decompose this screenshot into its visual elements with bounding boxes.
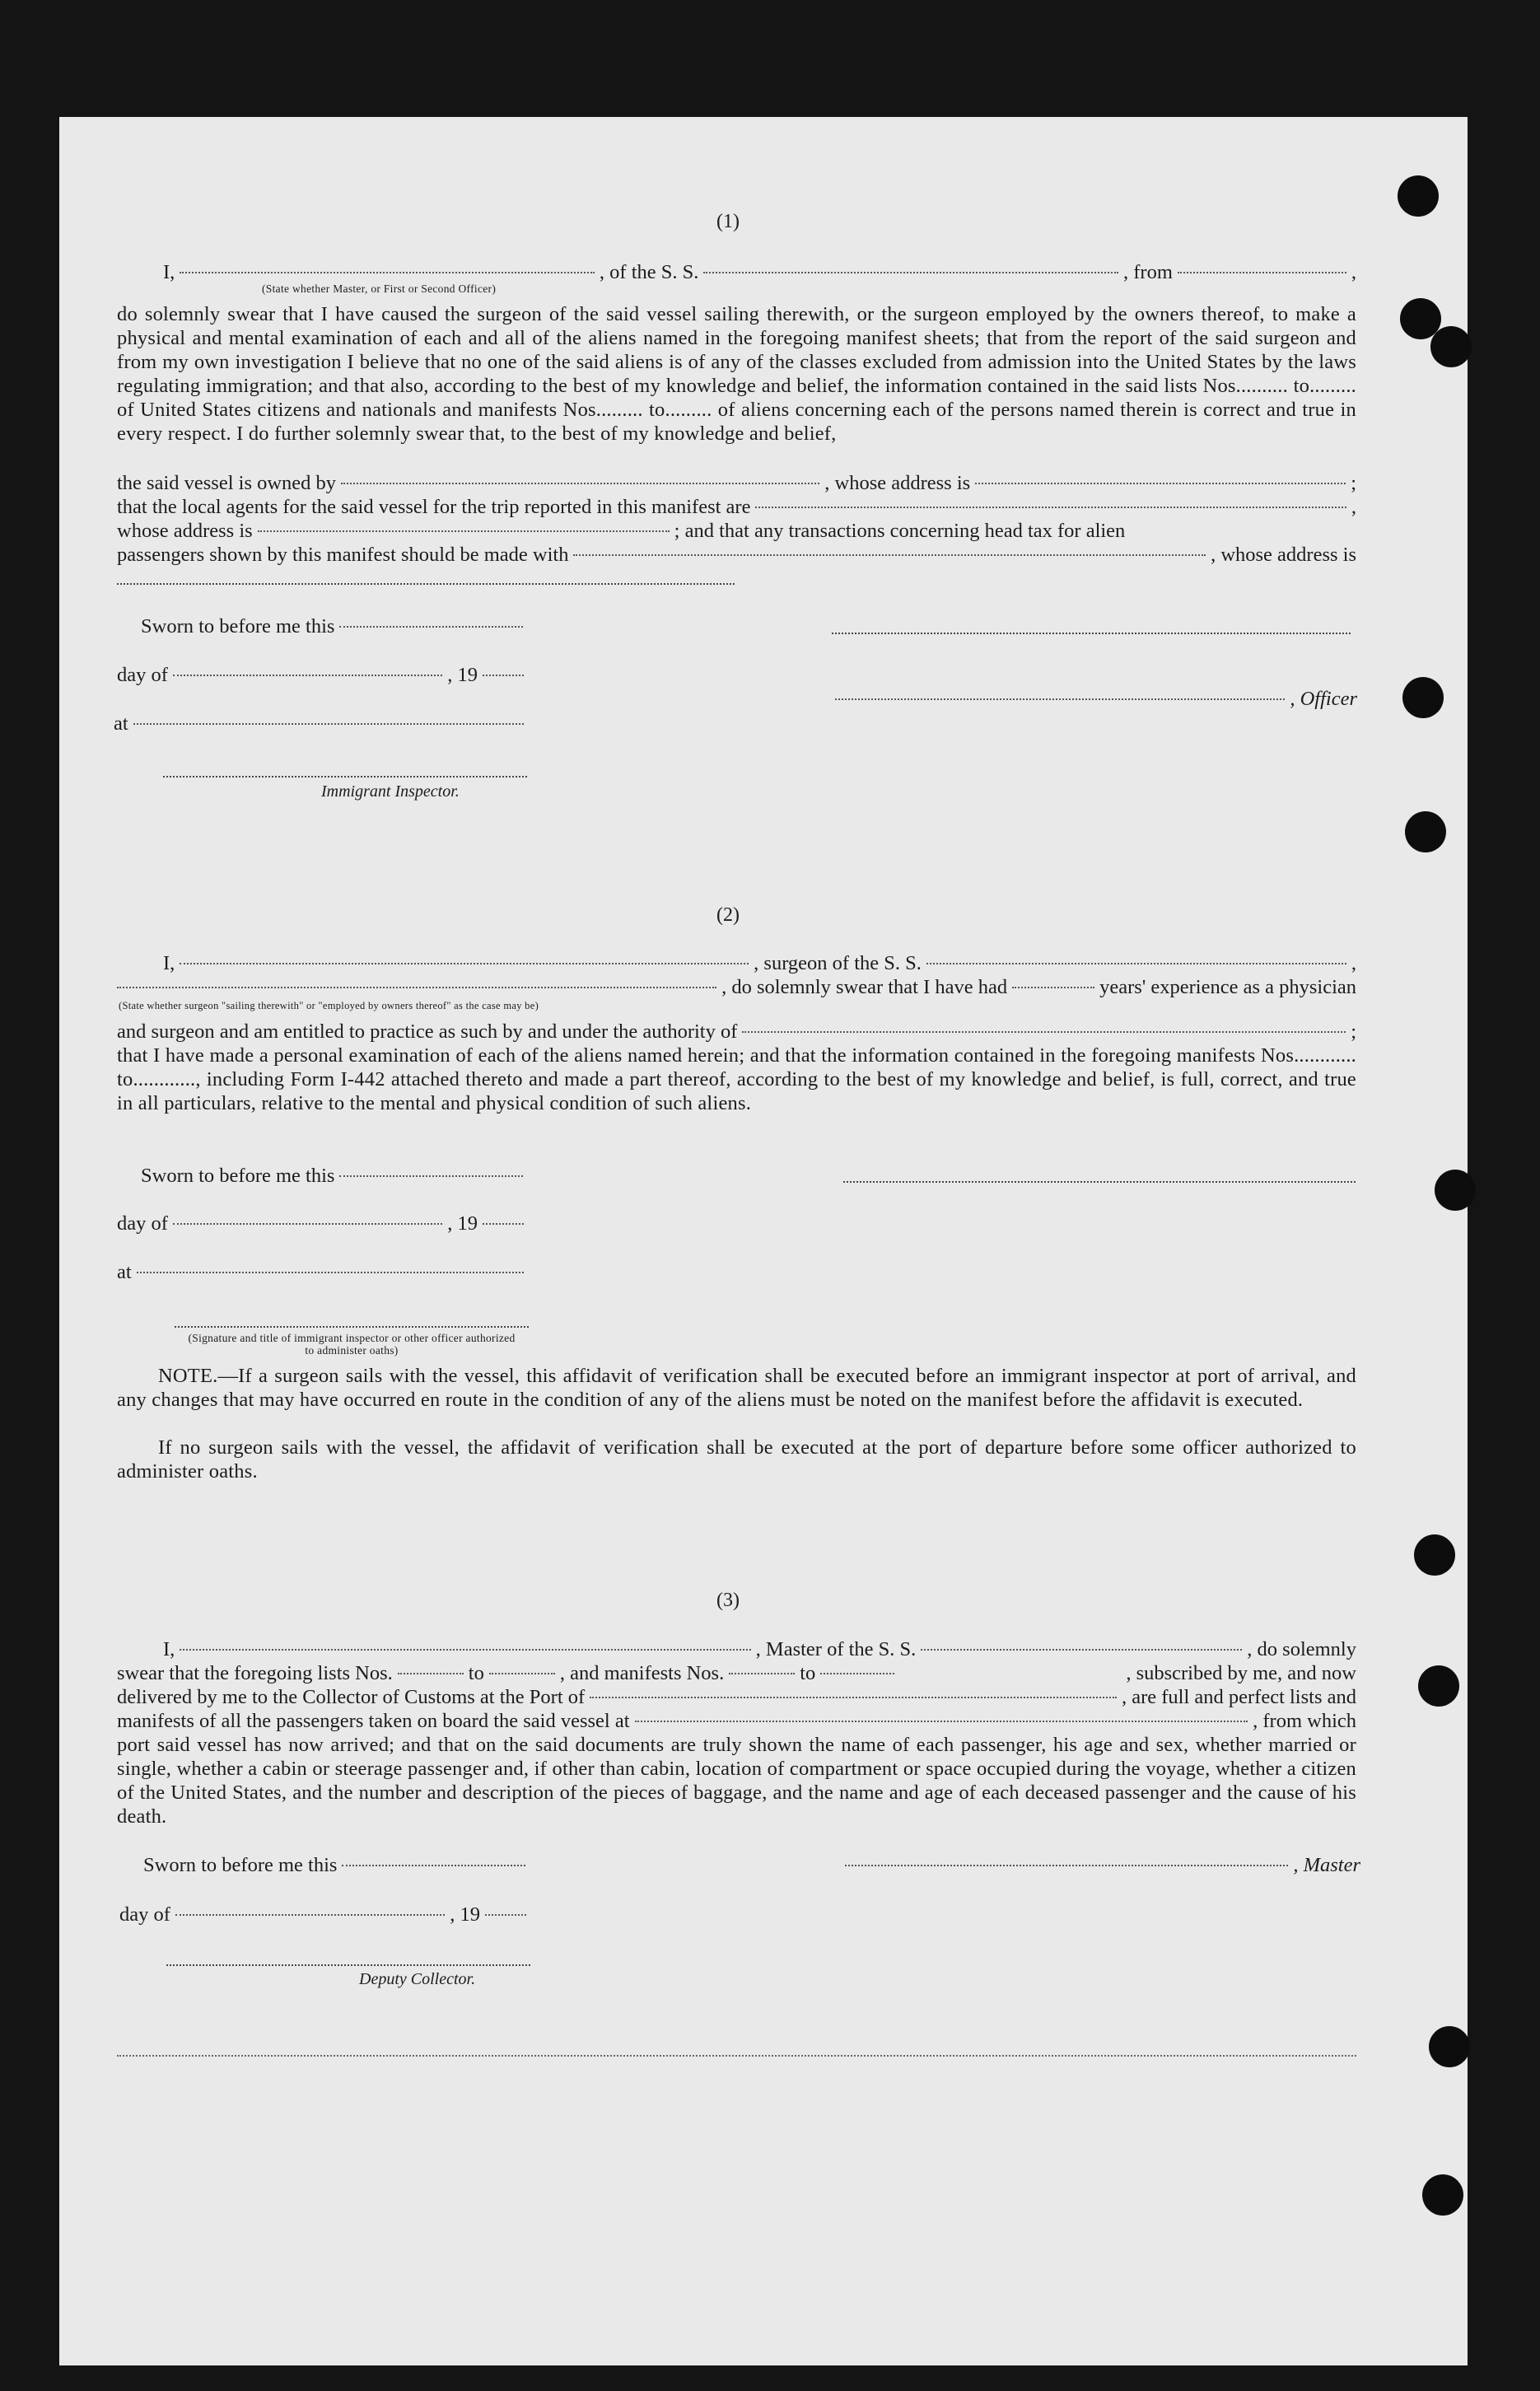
bottom-rule — [117, 2055, 1356, 2057]
section-1-sworn-line: Sworn to before me this — [141, 614, 528, 638]
lists-to-field[interactable] — [489, 1673, 555, 1674]
section-2-body: that I have made a personal examination of each of the aliens named herein; and that the information contained in the foregoing manifests Nos............ to............, including Form I-442 attached thereto and made a part thereof, according to the best of my knowledge and belief, is full, correct, and true in all particulars, relative to the mental and physical condition of such aliens. — [117, 1044, 1356, 1114]
day-field-1[interactable] — [173, 675, 442, 676]
label-i: I, — [163, 261, 175, 283]
punch-hole-4 — [1402, 677, 1444, 718]
section-1-body: do solemnly swear that I have caused the surgeon of the said vessel sailing therewith, or the surgeon employed by the owners thereof, to make a physical and mental examination of each and all of the aliens named in the foregoing manifest sheets; that from the report of the said surgeon and from my own investigation I believe that no one of the said aliens is of any of the classes excluded from admission into the United States by the laws regulating immigration; and that also, according to the best of my knowledge and belief, the information contained in the said lists Nos.......... to......... of United States citizens and nationals and manifests Nos......... to......... of aliens concerning each of the persons named therein is correct and true in every respect. I do further solemnly swear that, to the best of my knowledge and belief, — [117, 303, 1356, 445]
signature-note: (Signature and title of immigrant inspector or other officer authorized to administer oaths) — [188, 1332, 516, 1357]
agents-field[interactable] — [755, 507, 1346, 508]
port-of-boarding-field[interactable] — [635, 1721, 1248, 1722]
punch-hole-3 — [1430, 326, 1472, 367]
surgeon-type-field[interactable] — [117, 987, 716, 988]
document-page — [59, 117, 1468, 2365]
master-name-field[interactable] — [180, 1649, 750, 1651]
lists-from-field[interactable] — [398, 1673, 464, 1674]
punch-hole-1 — [1398, 175, 1439, 217]
surgeon-note: (State whether surgeon "sailing therewith" or "employed by owners thereof" as the case may be) — [119, 1000, 539, 1011]
section-2-number: (2) — [716, 904, 740, 926]
section-2-line-1: I, , surgeon of the S. S. , — [163, 952, 1356, 974]
section-1-line-1: I, , of the S. S. , from , — [163, 261, 1357, 283]
sworn-date-field-2[interactable] — [339, 1175, 523, 1177]
officer-signature-line: , Officer — [830, 687, 1357, 711]
authority-line: and surgeon and am entitled to practice as such by and under the authority of ; — [117, 1020, 1356, 1043]
section-3-line-3: delivered by me to the Collector of Customs at the Port of , are full and perfect lists and — [117, 1686, 1356, 1708]
inspector-label: Immigrant Inspector. — [321, 782, 460, 801]
note-paragraph-2: If no surgeon sails with the vessel, the affidavit of verification shall be executed at the port of departure before some officer authorized to administer oaths. — [117, 1436, 1356, 1483]
officer-note: (State whether Master, or First or Second Officer) — [262, 283, 497, 295]
section-1-day-line: day of , 19 — [117, 663, 529, 687]
authority-field[interactable] — [742, 1031, 1346, 1033]
section-2-at-line: at — [117, 1260, 529, 1284]
at-field-1[interactable] — [133, 723, 524, 725]
section-3-line-2: swear that the foregoing lists Nos. to , and manifests Nos. to , subscribed by me, and now — [117, 1662, 1356, 1684]
section-1-number: (1) — [716, 211, 740, 232]
year-field-1[interactable] — [483, 675, 524, 676]
inspector-signature-line-2[interactable] — [175, 1326, 529, 1328]
head-tax-contact-field[interactable] — [573, 554, 1206, 556]
punch-hole-7 — [1414, 1534, 1455, 1576]
master-signature-line: , Master — [840, 1853, 1360, 1877]
section-3-sworn-line: Sworn to before me this — [143, 1853, 530, 1877]
manifests-to-field[interactable] — [820, 1673, 894, 1674]
section-3-body: port said vessel has now arrived; and that on the said documents are truly shown the name of each passenger, his age and sex, whether married or single, whether a cabin or steerage passenger and, if other than cabin, location of compartment or space occupied during the voyage, whether a citizen of the United States, and the number and description of the pieces of baggage, and the name and age of each deceased passenger and the cause of his death. — [117, 1734, 1356, 1828]
section-2-sworn-line: Sworn to before me this — [141, 1164, 528, 1188]
owner-field[interactable] — [341, 483, 819, 484]
surgeon-vessel-field[interactable] — [926, 963, 1346, 964]
section-1-at-line: at — [114, 712, 529, 736]
surgeon-signature-line[interactable] — [843, 1181, 1356, 1183]
address-continuation-line[interactable] — [117, 583, 735, 585]
section-3-line-4: manifests of all the passengers taken on board the said vessel at , from which — [117, 1710, 1356, 1732]
sworn-date-field-1[interactable] — [339, 626, 523, 628]
year-field-3[interactable] — [485, 1914, 526, 1916]
at-field-2[interactable] — [137, 1272, 524, 1273]
punch-hole-8 — [1418, 1665, 1459, 1707]
section-3-day-line: day of , 19 — [119, 1903, 531, 1926]
vessel-name-field[interactable] — [703, 272, 1118, 273]
port-from-field[interactable] — [1178, 272, 1346, 273]
master-signature-field[interactable] — [845, 1865, 1288, 1866]
years-experience-field[interactable] — [1012, 987, 1094, 988]
year-field-2[interactable] — [483, 1223, 524, 1225]
inspector-signature-line[interactable] — [163, 776, 527, 778]
note-paragraph-1: NOTE.—If a surgeon sails with the vessel, this affidavit of verification shall be executed before an immigrant inspector at port of arrival, and any changes that may have occurred en route in the condition of any of the aliens must be noted on the manifest before the affidavit is executed. — [117, 1365, 1356, 1411]
collector-signature-line[interactable] — [166, 1964, 530, 1966]
officer-signature-field[interactable] — [835, 698, 1285, 700]
day-field-3[interactable] — [175, 1914, 445, 1916]
agents-address-field[interactable] — [258, 530, 670, 532]
label-from: , from — [1123, 261, 1173, 283]
surgeon-name-field[interactable] — [180, 963, 749, 964]
officer-signature-line-top[interactable] — [832, 633, 1351, 634]
passengers-line: passengers shown by this manifest should be made with , whose address is — [117, 544, 1356, 566]
port-of-arrival-field[interactable] — [590, 1697, 1117, 1698]
agents-address-line: whose address is ; and that any transactions concerning head tax for alien — [117, 520, 1126, 542]
label-of-ss: , of the S. S. — [599, 261, 699, 283]
punch-hole-5 — [1405, 811, 1446, 852]
section-3-number: (3) — [716, 1590, 740, 1611]
owner-address-field[interactable] — [975, 483, 1346, 484]
sworn-date-field-3[interactable] — [342, 1865, 525, 1866]
master-vessel-field[interactable] — [921, 1649, 1242, 1651]
section-2-day-line: day of , 19 — [117, 1212, 529, 1235]
agents-line: that the local agents for the said vessel for the trip reported in this manifest are , — [117, 496, 1356, 518]
section-3-line-1: I, , Master of the S. S. , do solemnly — [163, 1638, 1356, 1660]
day-field-2[interactable] — [173, 1223, 442, 1225]
collector-label: Deputy Collector. — [359, 1970, 476, 1988]
punch-hole-10 — [1422, 2174, 1463, 2216]
manifests-from-field[interactable] — [729, 1673, 795, 1674]
punch-hole-9 — [1429, 2026, 1470, 2067]
officer-name-field[interactable] — [180, 272, 595, 273]
section-2-line-2: , do solemnly swear that I have had years' experience as a physician — [117, 975, 1356, 999]
owned-by-line: the said vessel is owned by , whose address is ; — [117, 472, 1356, 494]
punch-hole-6 — [1435, 1170, 1476, 1211]
